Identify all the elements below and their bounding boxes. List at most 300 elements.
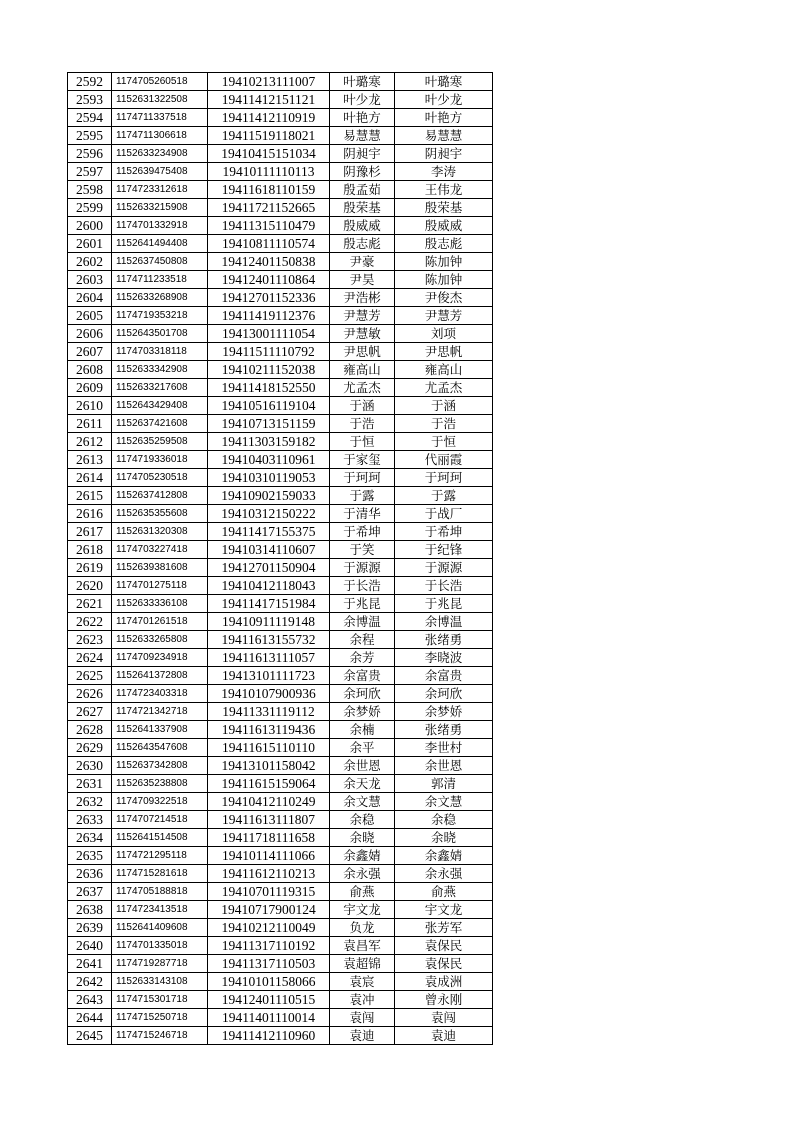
ticket-number-cell: 1174715281618 <box>112 865 208 883</box>
serial-number-cell: 2605 <box>68 307 112 325</box>
serial-number-cell: 2603 <box>68 271 112 289</box>
exam-id-cell: 19411412110919 <box>208 109 330 127</box>
table-row <box>68 361 493 379</box>
serial-number-cell: 2601 <box>68 235 112 253</box>
serial-number-cell: 2619 <box>68 559 112 577</box>
serial-number-cell: 2636 <box>68 865 112 883</box>
exam-id-cell: 19410911119148 <box>208 613 330 631</box>
ticket-number-cell: 1174705230518 <box>112 469 208 487</box>
ticket-number-cell: 1152643547608 <box>112 739 208 757</box>
table-row <box>68 829 493 847</box>
serial-number-cell: 2616 <box>68 505 112 523</box>
name-cell: 袁宸 <box>330 973 395 991</box>
name-cell: 殷威威 <box>330 217 395 235</box>
ticket-number-cell: 1174715301718 <box>112 991 208 1009</box>
second-name-cell: 叶少龙 <box>395 91 493 109</box>
serial-number-cell: 2607 <box>68 343 112 361</box>
table-row <box>68 541 493 559</box>
serial-number-cell: 2600 <box>68 217 112 235</box>
name-cell: 尹慧芳 <box>330 307 395 325</box>
second-name-cell: 尹慧芳 <box>395 307 493 325</box>
exam-id-cell: 19411418152550 <box>208 379 330 397</box>
table-row <box>68 343 493 361</box>
serial-number-cell: 2617 <box>68 523 112 541</box>
second-name-cell: 于珂珂 <box>395 469 493 487</box>
ticket-number-cell: 1152641514508 <box>112 829 208 847</box>
second-name-cell: 刘项 <box>395 325 493 343</box>
ticket-number-cell: 1152633268908 <box>112 289 208 307</box>
ticket-number-cell: 1174711233518 <box>112 271 208 289</box>
name-cell: 尹思帆 <box>330 343 395 361</box>
second-name-cell: 于恒 <box>395 433 493 451</box>
name-cell: 袁昌军 <box>330 937 395 955</box>
table-row <box>68 127 493 145</box>
table-row <box>68 847 493 865</box>
second-name-cell: 代丽霞 <box>395 451 493 469</box>
serial-number-cell: 2618 <box>68 541 112 559</box>
name-cell: 于清华 <box>330 505 395 523</box>
serial-number-cell: 2631 <box>68 775 112 793</box>
second-name-cell: 李涛 <box>395 163 493 181</box>
name-cell: 于涵 <box>330 397 395 415</box>
exam-id-cell: 19412401150838 <box>208 253 330 271</box>
second-name-cell: 王伟龙 <box>395 181 493 199</box>
table-row <box>68 613 493 631</box>
exam-id-cell: 19411511110792 <box>208 343 330 361</box>
exam-id-cell: 19411615159064 <box>208 775 330 793</box>
name-cell: 尹浩彬 <box>330 289 395 307</box>
ticket-number-cell: 1152643501708 <box>112 325 208 343</box>
ticket-number-cell: 1174703318118 <box>112 343 208 361</box>
serial-number-cell: 2614 <box>68 469 112 487</box>
second-name-cell: 余文慧 <box>395 793 493 811</box>
table-row <box>68 217 493 235</box>
serial-number-cell: 2593 <box>68 91 112 109</box>
table-row <box>68 325 493 343</box>
second-name-cell: 殷荣基 <box>395 199 493 217</box>
serial-number-cell: 2632 <box>68 793 112 811</box>
second-name-cell: 余富贵 <box>395 667 493 685</box>
second-name-cell: 李世村 <box>395 739 493 757</box>
roster-table <box>67 72 493 1045</box>
table-row <box>68 433 493 451</box>
table-row <box>68 1027 493 1045</box>
second-name-cell: 雍高山 <box>395 361 493 379</box>
ticket-number-cell: 1152633215908 <box>112 199 208 217</box>
exam-id-cell: 19410101158066 <box>208 973 330 991</box>
second-name-cell: 余稳 <box>395 811 493 829</box>
ticket-number-cell: 1152633234908 <box>112 145 208 163</box>
name-cell: 叶艳方 <box>330 109 395 127</box>
second-name-cell: 李晓波 <box>395 649 493 667</box>
ticket-number-cell: 1152633143108 <box>112 973 208 991</box>
name-cell: 于希坤 <box>330 523 395 541</box>
table-row <box>68 649 493 667</box>
second-name-cell: 袁成洲 <box>395 973 493 991</box>
exam-id-cell: 19410412110249 <box>208 793 330 811</box>
second-name-cell: 陈加钟 <box>395 271 493 289</box>
exam-id-cell: 19411303159182 <box>208 433 330 451</box>
exam-id-cell: 19412701152336 <box>208 289 330 307</box>
second-name-cell: 袁保民 <box>395 955 493 973</box>
table-row <box>68 163 493 181</box>
name-cell: 余世恩 <box>330 757 395 775</box>
table-row <box>68 901 493 919</box>
ticket-number-cell: 1152637450808 <box>112 253 208 271</box>
serial-number-cell: 2620 <box>68 577 112 595</box>
ticket-number-cell: 1174723403318 <box>112 685 208 703</box>
serial-number-cell: 2624 <box>68 649 112 667</box>
ticket-number-cell: 1174721295118 <box>112 847 208 865</box>
serial-number-cell: 2604 <box>68 289 112 307</box>
ticket-number-cell: 1152641337908 <box>112 721 208 739</box>
exam-id-cell: 19411317110192 <box>208 937 330 955</box>
exam-id-cell: 19410403110961 <box>208 451 330 469</box>
ticket-number-cell: 1152641372808 <box>112 667 208 685</box>
exam-id-cell: 19410310119053 <box>208 469 330 487</box>
name-cell: 余天龙 <box>330 775 395 793</box>
name-cell: 殷孟茹 <box>330 181 395 199</box>
name-cell: 余文慧 <box>330 793 395 811</box>
name-cell: 易慧慧 <box>330 127 395 145</box>
serial-number-cell: 2641 <box>68 955 112 973</box>
serial-number-cell: 2599 <box>68 199 112 217</box>
name-cell: 袁冲 <box>330 991 395 1009</box>
exam-id-cell: 19410412118043 <box>208 577 330 595</box>
exam-id-cell: 19411615110110 <box>208 739 330 757</box>
table-row <box>68 775 493 793</box>
ticket-number-cell: 1152631320308 <box>112 523 208 541</box>
name-cell: 阴豫杉 <box>330 163 395 181</box>
exam-id-cell: 19410212110049 <box>208 919 330 937</box>
second-name-cell: 于长浩 <box>395 577 493 595</box>
name-cell: 殷荣基 <box>330 199 395 217</box>
exam-id-cell: 19410107900936 <box>208 685 330 703</box>
table-row <box>68 577 493 595</box>
serial-number-cell: 2592 <box>68 73 112 91</box>
exam-id-cell: 19411419112376 <box>208 307 330 325</box>
ticket-number-cell: 1174701335018 <box>112 937 208 955</box>
name-cell: 于露 <box>330 487 395 505</box>
second-name-cell: 尤孟杰 <box>395 379 493 397</box>
name-cell: 余鑫婧 <box>330 847 395 865</box>
exam-id-cell: 19413101111723 <box>208 667 330 685</box>
table-row <box>68 307 493 325</box>
serial-number-cell: 2625 <box>68 667 112 685</box>
ticket-number-cell: 1174701275118 <box>112 577 208 595</box>
second-name-cell: 陈加钟 <box>395 253 493 271</box>
table-row <box>68 883 493 901</box>
table-row <box>68 253 493 271</box>
serial-number-cell: 2598 <box>68 181 112 199</box>
serial-number-cell: 2628 <box>68 721 112 739</box>
exam-id-cell: 19411417151984 <box>208 595 330 613</box>
table-row <box>68 631 493 649</box>
name-cell: 负龙 <box>330 919 395 937</box>
table-row <box>68 469 493 487</box>
exam-id-cell: 19412401110864 <box>208 271 330 289</box>
name-cell: 余晓 <box>330 829 395 847</box>
table-row <box>68 91 493 109</box>
second-name-cell: 殷威威 <box>395 217 493 235</box>
table-row <box>68 199 493 217</box>
exam-id-cell: 19411721152665 <box>208 199 330 217</box>
ticket-number-cell: 1152643429408 <box>112 397 208 415</box>
table-row <box>68 559 493 577</box>
exam-id-cell: 19411613111807 <box>208 811 330 829</box>
roster-body <box>68 73 493 1045</box>
ticket-number-cell: 1174723413518 <box>112 901 208 919</box>
ticket-number-cell: 1174707214518 <box>112 811 208 829</box>
exam-id-cell: 19410114111066 <box>208 847 330 865</box>
table-row <box>68 523 493 541</box>
exam-id-cell: 19410213111007 <box>208 73 330 91</box>
name-cell: 于浩 <box>330 415 395 433</box>
name-cell: 余程 <box>330 631 395 649</box>
ticket-number-cell: 1152641409608 <box>112 919 208 937</box>
exam-id-cell: 19411412110960 <box>208 1027 330 1045</box>
second-name-cell: 于希坤 <box>395 523 493 541</box>
second-name-cell: 于露 <box>395 487 493 505</box>
exam-id-cell: 19410902159033 <box>208 487 330 505</box>
exam-id-cell: 19410713151159 <box>208 415 330 433</box>
name-cell: 于兆昆 <box>330 595 395 613</box>
table-row <box>68 937 493 955</box>
exam-id-cell: 19412401110515 <box>208 991 330 1009</box>
table-row <box>68 109 493 127</box>
table-row <box>68 793 493 811</box>
ticket-number-cell: 1152631322508 <box>112 91 208 109</box>
serial-number-cell: 2613 <box>68 451 112 469</box>
table-row <box>68 703 493 721</box>
name-cell: 袁超锦 <box>330 955 395 973</box>
name-cell: 于源源 <box>330 559 395 577</box>
second-name-cell: 阴昶宇 <box>395 145 493 163</box>
ticket-number-cell: 1152633265808 <box>112 631 208 649</box>
table-row <box>68 73 493 91</box>
ticket-number-cell: 1174705260518 <box>112 73 208 91</box>
exam-id-cell: 19410111110113 <box>208 163 330 181</box>
name-cell: 余永强 <box>330 865 395 883</box>
ticket-number-cell: 1174721342718 <box>112 703 208 721</box>
serial-number-cell: 2602 <box>68 253 112 271</box>
ticket-number-cell: 1174701332918 <box>112 217 208 235</box>
exam-id-cell: 19411613111057 <box>208 649 330 667</box>
serial-number-cell: 2629 <box>68 739 112 757</box>
ticket-number-cell: 1174711306618 <box>112 127 208 145</box>
serial-number-cell: 2597 <box>68 163 112 181</box>
name-cell: 阴昶宇 <box>330 145 395 163</box>
ticket-number-cell: 1152633336108 <box>112 595 208 613</box>
serial-number-cell: 2635 <box>68 847 112 865</box>
second-name-cell: 张绪勇 <box>395 721 493 739</box>
exam-id-cell: 19410701119315 <box>208 883 330 901</box>
name-cell: 于笑 <box>330 541 395 559</box>
exam-id-cell: 19411331119112 <box>208 703 330 721</box>
second-name-cell: 袁闯 <box>395 1009 493 1027</box>
serial-number-cell: 2645 <box>68 1027 112 1045</box>
name-cell: 余富贵 <box>330 667 395 685</box>
exam-id-cell: 19411612110213 <box>208 865 330 883</box>
exam-id-cell: 19410811110574 <box>208 235 330 253</box>
name-cell: 余稳 <box>330 811 395 829</box>
ticket-number-cell: 1152637342808 <box>112 757 208 775</box>
second-name-cell: 郭清 <box>395 775 493 793</box>
second-name-cell: 于兆昆 <box>395 595 493 613</box>
serial-number-cell: 2643 <box>68 991 112 1009</box>
second-name-cell: 尹思帆 <box>395 343 493 361</box>
table-row <box>68 919 493 937</box>
name-cell: 殷志彪 <box>330 235 395 253</box>
ticket-number-cell: 1174715246718 <box>112 1027 208 1045</box>
table-row <box>68 379 493 397</box>
second-name-cell: 曾永刚 <box>395 991 493 1009</box>
serial-number-cell: 2596 <box>68 145 112 163</box>
table-row <box>68 181 493 199</box>
name-cell: 余博温 <box>330 613 395 631</box>
serial-number-cell: 2609 <box>68 379 112 397</box>
serial-number-cell: 2622 <box>68 613 112 631</box>
name-cell: 雍高山 <box>330 361 395 379</box>
second-name-cell: 余博温 <box>395 613 493 631</box>
name-cell: 尹豪 <box>330 253 395 271</box>
ticket-number-cell: 1152633342908 <box>112 361 208 379</box>
exam-id-cell: 19410516119104 <box>208 397 330 415</box>
serial-number-cell: 2637 <box>68 883 112 901</box>
table-row <box>68 595 493 613</box>
table-row <box>68 415 493 433</box>
name-cell: 尹慧敏 <box>330 325 395 343</box>
exam-id-cell: 19411613119436 <box>208 721 330 739</box>
ticket-number-cell: 1174705188818 <box>112 883 208 901</box>
serial-number-cell: 2640 <box>68 937 112 955</box>
second-name-cell: 叶艳方 <box>395 109 493 127</box>
second-name-cell: 张芳军 <box>395 919 493 937</box>
table-row <box>68 865 493 883</box>
table-row <box>68 397 493 415</box>
serial-number-cell: 2627 <box>68 703 112 721</box>
name-cell: 袁迪 <box>330 1027 395 1045</box>
name-cell: 于恒 <box>330 433 395 451</box>
ticket-number-cell: 1174715250718 <box>112 1009 208 1027</box>
second-name-cell: 于浩 <box>395 415 493 433</box>
exam-id-cell: 19410312150222 <box>208 505 330 523</box>
ticket-number-cell: 1152641494408 <box>112 235 208 253</box>
table-row <box>68 235 493 253</box>
serial-number-cell: 2642 <box>68 973 112 991</box>
table-row <box>68 505 493 523</box>
exam-id-cell: 19411718111658 <box>208 829 330 847</box>
ticket-number-cell: 1152635259508 <box>112 433 208 451</box>
ticket-number-cell: 1152637412808 <box>112 487 208 505</box>
name-cell: 叶璐寒 <box>330 73 395 91</box>
serial-number-cell: 2633 <box>68 811 112 829</box>
name-cell: 余平 <box>330 739 395 757</box>
serial-number-cell: 2623 <box>68 631 112 649</box>
table-row <box>68 739 493 757</box>
serial-number-cell: 2608 <box>68 361 112 379</box>
serial-number-cell: 2621 <box>68 595 112 613</box>
name-cell: 于家玺 <box>330 451 395 469</box>
second-name-cell: 余世恩 <box>395 757 493 775</box>
second-name-cell: 俞燕 <box>395 883 493 901</box>
exam-id-cell: 19411618110159 <box>208 181 330 199</box>
name-cell: 于长浩 <box>330 577 395 595</box>
table-row <box>68 487 493 505</box>
exam-id-cell: 19410211152038 <box>208 361 330 379</box>
table-row <box>68 451 493 469</box>
table-row <box>68 145 493 163</box>
serial-number-cell: 2634 <box>68 829 112 847</box>
second-name-cell: 殷志彪 <box>395 235 493 253</box>
exam-id-cell: 19411417155375 <box>208 523 330 541</box>
exam-id-cell: 19411412151121 <box>208 91 330 109</box>
table-row <box>68 757 493 775</box>
table-row <box>68 667 493 685</box>
second-name-cell: 余梦娇 <box>395 703 493 721</box>
ticket-number-cell: 1152639475408 <box>112 163 208 181</box>
exam-id-cell: 19411315110479 <box>208 217 330 235</box>
serial-number-cell: 2644 <box>68 1009 112 1027</box>
second-name-cell: 袁保民 <box>395 937 493 955</box>
table-row <box>68 811 493 829</box>
name-cell: 余芳 <box>330 649 395 667</box>
second-name-cell: 叶璐寒 <box>395 73 493 91</box>
second-name-cell: 袁迪 <box>395 1027 493 1045</box>
ticket-number-cell: 1174711337518 <box>112 109 208 127</box>
table-row <box>68 973 493 991</box>
name-cell: 尹昊 <box>330 271 395 289</box>
name-cell: 俞燕 <box>330 883 395 901</box>
ticket-number-cell: 1174703227418 <box>112 541 208 559</box>
ticket-number-cell: 1152633217608 <box>112 379 208 397</box>
second-name-cell: 余永强 <box>395 865 493 883</box>
exam-id-cell: 19411519118021 <box>208 127 330 145</box>
serial-number-cell: 2630 <box>68 757 112 775</box>
serial-number-cell: 2626 <box>68 685 112 703</box>
table-row <box>68 289 493 307</box>
second-name-cell: 易慧慧 <box>395 127 493 145</box>
serial-number-cell: 2615 <box>68 487 112 505</box>
table-row <box>68 721 493 739</box>
table-row <box>68 955 493 973</box>
serial-number-cell: 2610 <box>68 397 112 415</box>
ticket-number-cell: 1174723312618 <box>112 181 208 199</box>
name-cell: 于珂珂 <box>330 469 395 487</box>
name-cell: 余楠 <box>330 721 395 739</box>
second-name-cell: 张绪勇 <box>395 631 493 649</box>
ticket-number-cell: 1174719353218 <box>112 307 208 325</box>
ticket-number-cell: 1174719336018 <box>112 451 208 469</box>
ticket-number-cell: 1174701261518 <box>112 613 208 631</box>
ticket-number-cell: 1152635238808 <box>112 775 208 793</box>
serial-number-cell: 2606 <box>68 325 112 343</box>
ticket-number-cell: 1152637421608 <box>112 415 208 433</box>
serial-number-cell: 2594 <box>68 109 112 127</box>
second-name-cell: 于源源 <box>395 559 493 577</box>
name-cell: 余梦娇 <box>330 703 395 721</box>
serial-number-cell: 2611 <box>68 415 112 433</box>
ticket-number-cell: 1152635355608 <box>112 505 208 523</box>
name-cell: 宇文龙 <box>330 901 395 919</box>
exam-id-cell: 19412701150904 <box>208 559 330 577</box>
exam-id-cell: 19411317110503 <box>208 955 330 973</box>
serial-number-cell: 2612 <box>68 433 112 451</box>
second-name-cell: 于战厂 <box>395 505 493 523</box>
second-name-cell: 余晓 <box>395 829 493 847</box>
name-cell: 尤孟杰 <box>330 379 395 397</box>
second-name-cell: 宇文龙 <box>395 901 493 919</box>
